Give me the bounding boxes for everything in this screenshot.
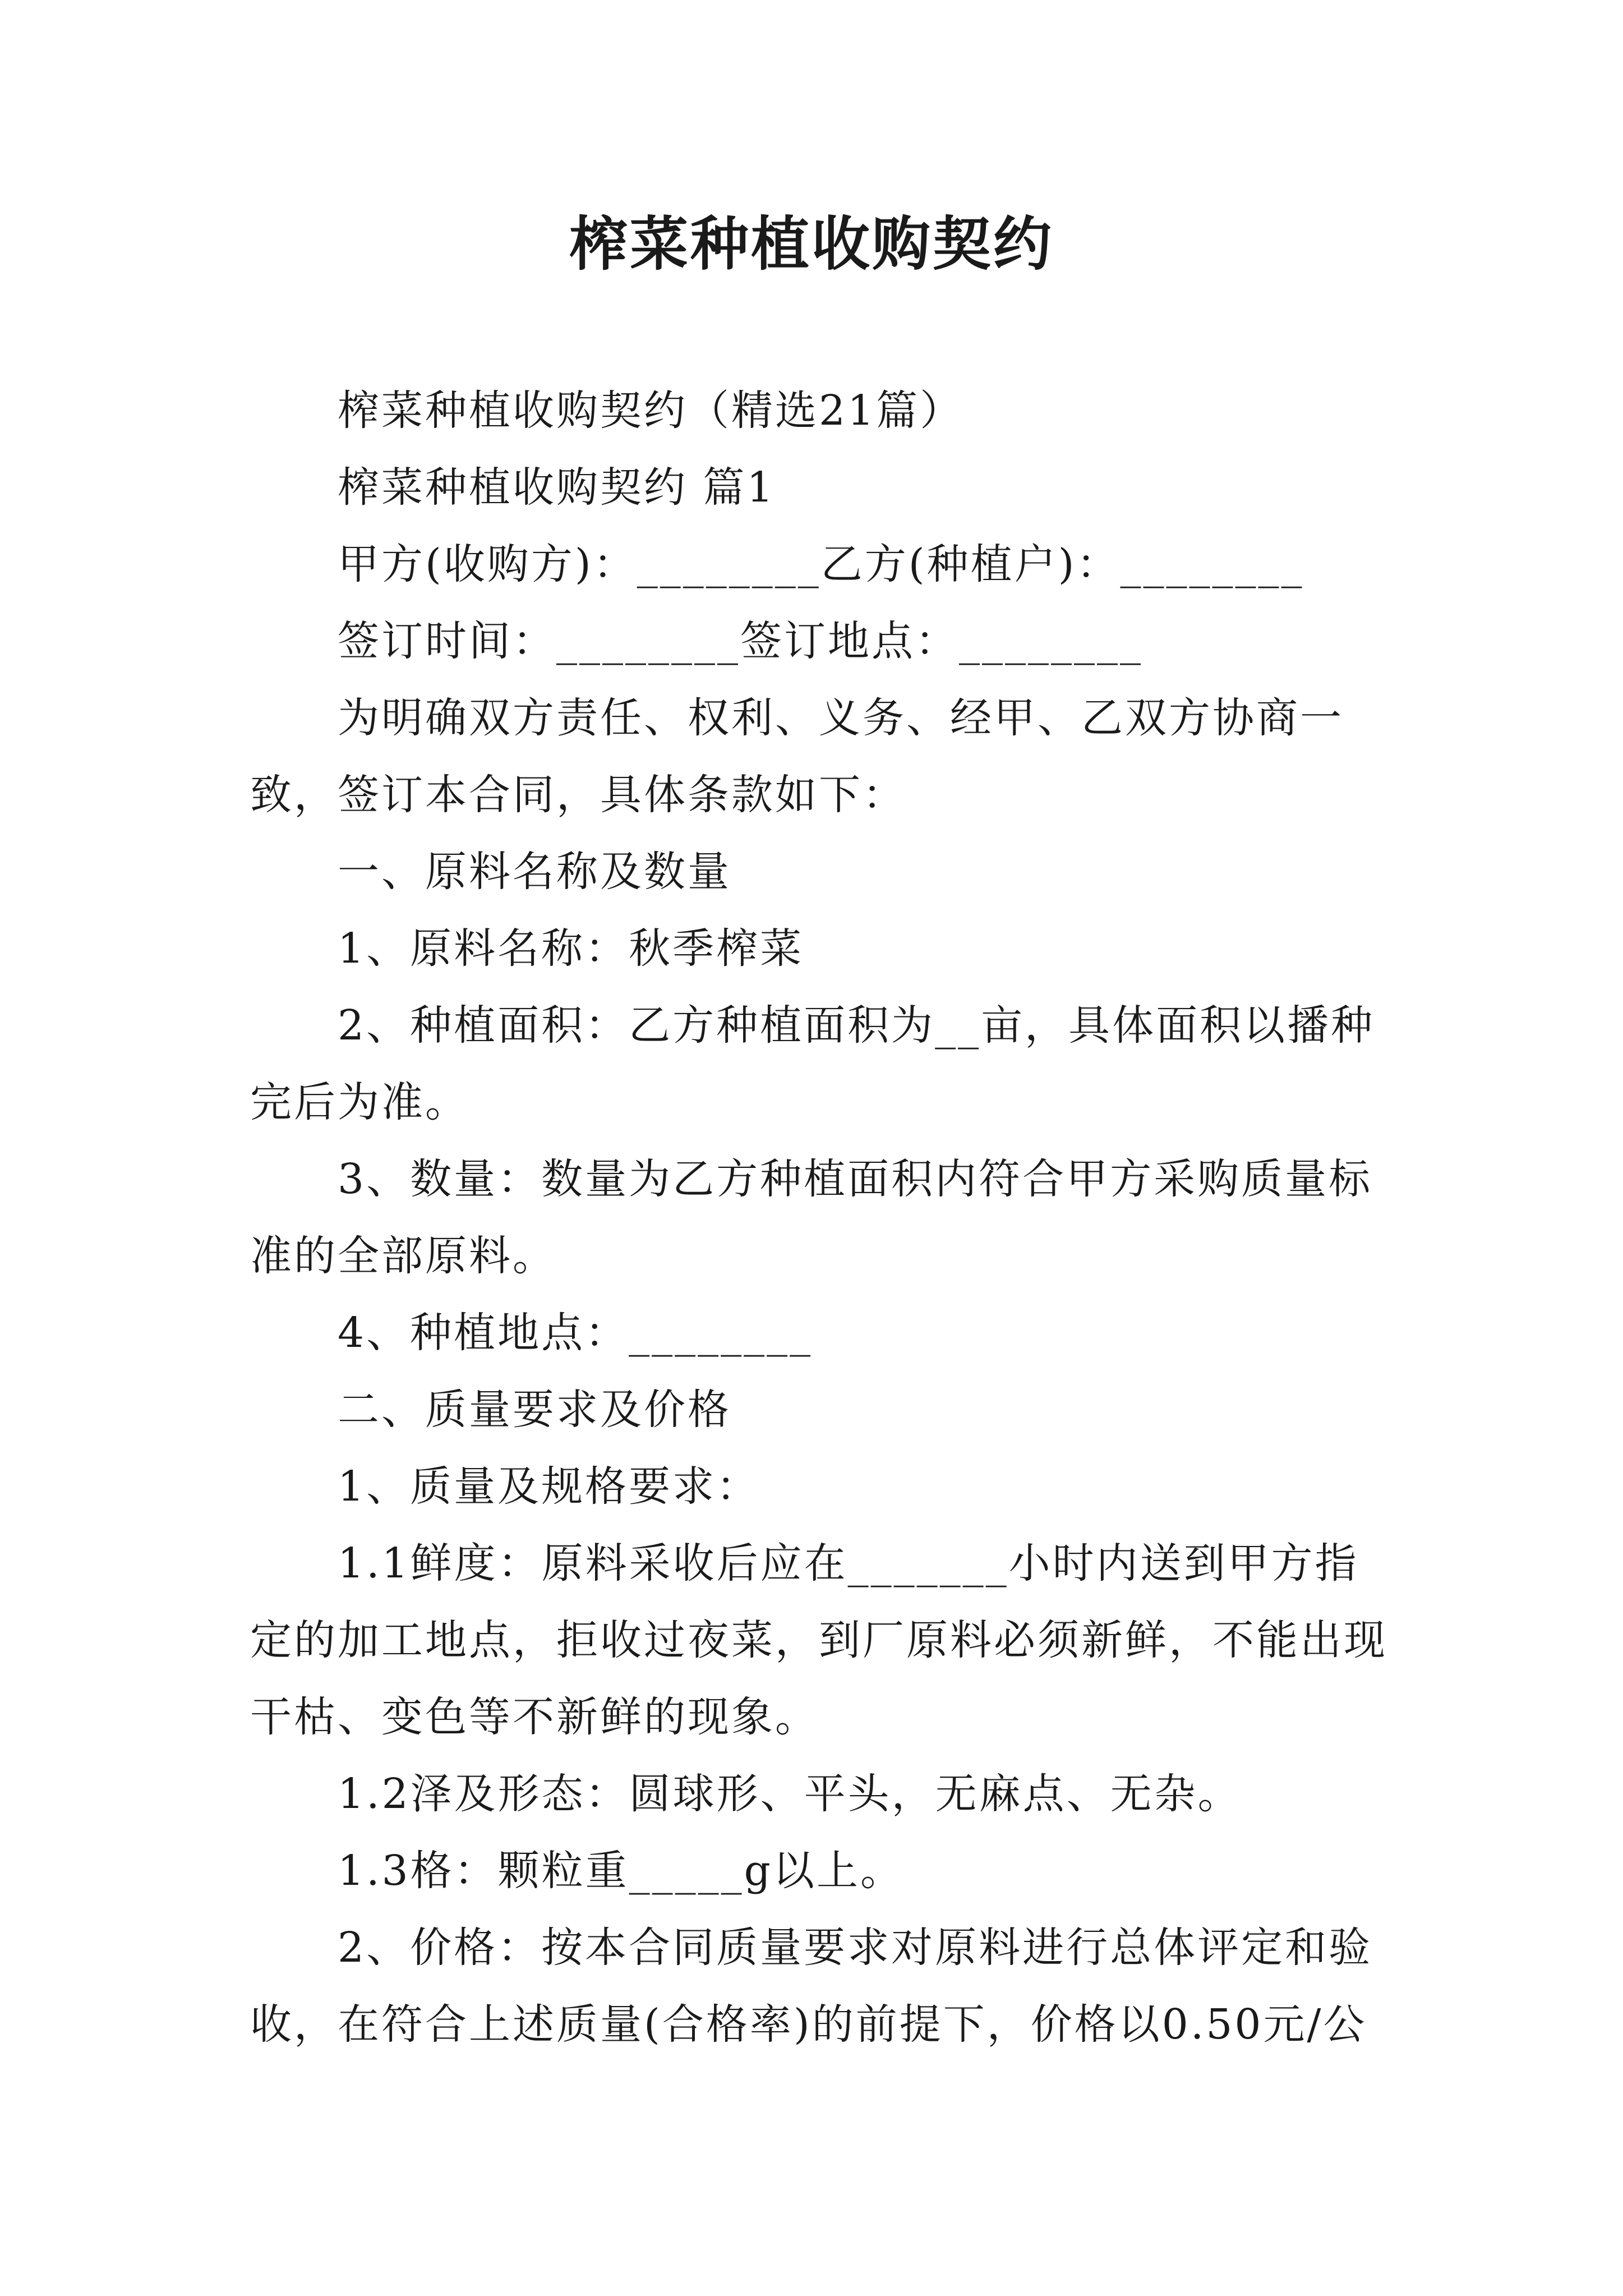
paragraph: 2、价格：按本合同质量要求对原料进行总体评定和验收，在符合上述质量(合格率)的前提下，价格以0.50元/公 <box>250 1924 1373 2049</box>
paragraph: 2、种植面积：乙方种植面积为__亩，具体面积以播种完后为准。 <box>250 1001 1375 1126</box>
paragraph: 1.1鲜度：原料采收后应在_______小时内送到甲方指定的加工地点，拒收过夜菜，到厂原料必须新鲜，不能出现干枯、变色等不新鲜的现象。 <box>250 1539 1387 1741</box>
paragraph: 1.3格：颗粒重_____g以上。 <box>338 1847 905 1895</box>
paragraph: 1.2泽及形态：圆球形、平头，无麻点、无杂。 <box>338 1770 1242 1818</box>
paragraph: 1、质量及规格要求： <box>338 1462 760 1511</box>
paragraph: 甲方(收购方)：________乙方(种植户)：________ <box>338 540 1304 588</box>
paragraph: 榨菜种植收购契约 篇1 <box>338 463 776 512</box>
paragraph: 4、种植地点：________ <box>338 1309 813 1357</box>
paragraph: 榨菜种植收购契约（精选21篇） <box>338 386 964 435</box>
paragraph: 3、数量：数量为乙方种植面积内符合甲方采购质量标准的全部原料。 <box>250 1155 1373 1280</box>
paragraph: 1、原料名称：秋季榨菜 <box>338 924 804 973</box>
section-heading: 二、质量要求及价格 <box>338 1386 731 1434</box>
section-heading: 一、原料名称及数量 <box>338 848 731 896</box>
paragraph: 为明确双方责任、权利、义务、经甲、乙双方协商一致，签订本合同，具体条款如下： <box>250 694 1344 819</box>
document-title: 榨菜种植收购契约 <box>569 210 1054 278</box>
paragraph: 签订时间：________签订地点：________ <box>338 617 1143 665</box>
document-body <box>250 372 1390 2063</box>
